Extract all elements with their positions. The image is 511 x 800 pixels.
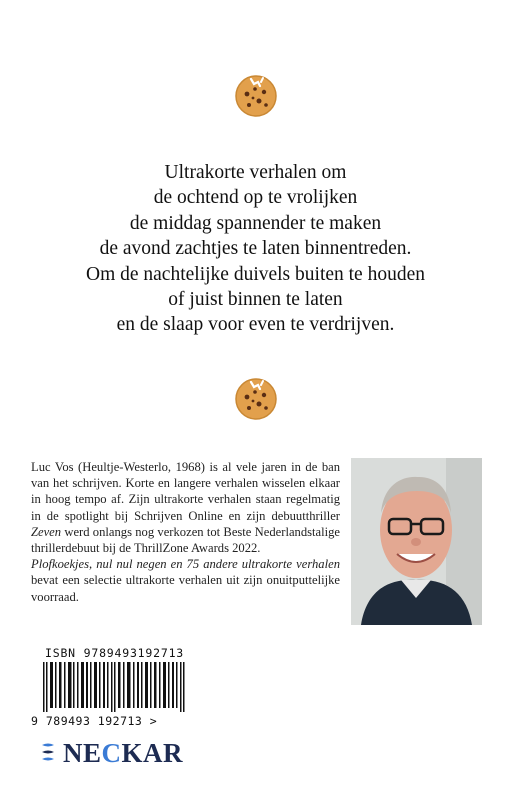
isbn-label: ISBN 9789493192713: [45, 646, 185, 660]
poem-line: en de slaap voor even te verdrijven.: [116, 314, 395, 336]
bio-book-title: Zeven: [31, 524, 62, 539]
poem-line: de avond zachtjes te laten binnentreden.: [99, 238, 412, 260]
author-photo: [351, 458, 482, 625]
publisher-name: [63, 738, 183, 768]
poem-line: Ultrakorte verhalen om: [164, 162, 347, 183]
publisher-name-part: NE: [63, 738, 102, 768]
poem-line: of juist binnen te laten: [168, 289, 343, 311]
publisher-logo: [40, 738, 183, 768]
cookie-icon: [233, 72, 279, 118]
bio-text: Luc Vos (Heultje-Westerlo, 1968) is al vele jaren in de ban van het schrijven. Korte en langere verhalen wisselen elkaar in hoog tempo af. Zijn ultrakorte verhalen staan regelmatig in de spotlight bij Schrijven Online en zijn debuutthriller: [31, 460, 340, 523]
poem-text: [0, 160, 511, 338]
isbn-digits: 9 789493 192713 >: [31, 714, 158, 728]
publisher-name-accent: C: [101, 738, 122, 768]
publisher-logo-icon: [40, 740, 60, 766]
bio-book-title: Plofkoekjes, nul nul negen en 75 andere ultrakorte verhalen: [31, 557, 340, 572]
poem-line: de middag spannender te maken: [129, 212, 382, 234]
poem-line: Om de nachtelijke duivels buiten te houden: [86, 263, 425, 285]
cookie-icon: [233, 375, 279, 421]
poem-line: de ochtend op te vrolijken: [153, 187, 358, 209]
author-bio: [31, 459, 340, 605]
barcode: [43, 662, 185, 712]
bio-text: werd onlangs nog verkozen tot Beste Nederlandstalige thrillerdebuut bij de ThrillZone Awards 2022.: [31, 524, 340, 556]
bio-text: bevat een selectie ultrakorte verhalen uit zijn onuitputtelijke voorraad.: [31, 573, 340, 604]
publisher-name-part: KAR: [121, 738, 184, 768]
